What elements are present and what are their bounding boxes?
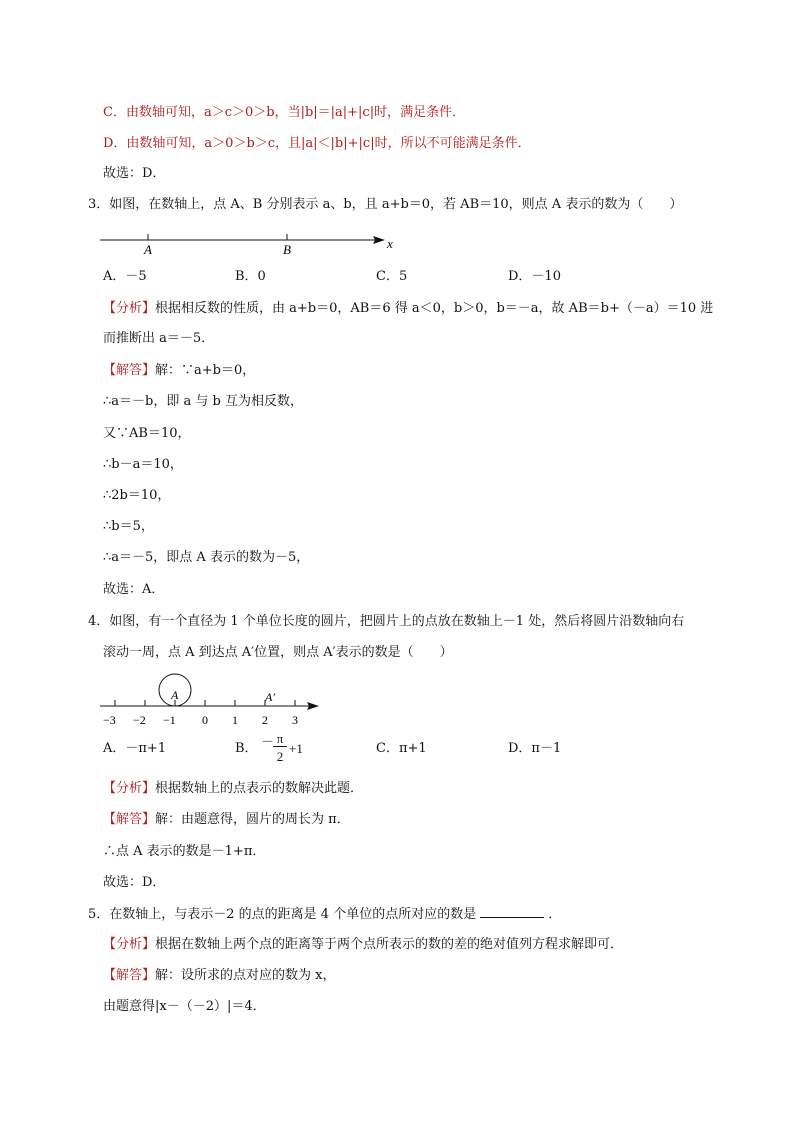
option-b-prefix: B． bbox=[235, 741, 258, 756]
q4-number-line bbox=[95, 672, 335, 732]
q4-stem-cont: 滚动一周，点 A 到达点 A′位置，则点 A′表示的数是（ ） bbox=[103, 645, 453, 660]
q4-option-a: A．－π+1 bbox=[103, 741, 167, 756]
q3-answer: 故选：A． bbox=[103, 582, 165, 597]
q3-step-4: ∴2b＝10， bbox=[103, 488, 171, 503]
option-d-explanation: D．由数轴可知，a＞0＞b＞c，且|a|＜|b|+|c|时，所以不可能满足条件． bbox=[103, 136, 531, 151]
fraction-minus: － bbox=[261, 734, 275, 749]
analysis-tag: 【分析】 bbox=[103, 937, 156, 952]
solution-tag: 【解答】 bbox=[103, 968, 156, 983]
q3-analysis-cont: 而推断出 a＝－5． bbox=[103, 331, 215, 346]
disk-point-label: A bbox=[171, 688, 179, 702]
solution-text: 解：由题意得，圆片的周长为 π． bbox=[155, 812, 350, 827]
analysis-text: 根据数轴上的点表示的数解决此题． bbox=[155, 781, 364, 796]
q3-option-c: C．5 bbox=[376, 269, 408, 284]
q4-analysis bbox=[103, 780, 363, 798]
q3-step-6: ∴a＝－5，即点 A 表示的数为－5， bbox=[103, 550, 310, 565]
tick-label: −2 bbox=[133, 713, 146, 727]
tick-label: 0 bbox=[202, 713, 208, 727]
q5-step-1: 由题意得|x－（－2）|＝4． bbox=[103, 999, 266, 1014]
q3-analysis bbox=[103, 300, 713, 318]
analysis-text: 根据相反数的性质，由 a+b＝0，AB＝6 得 a＜0，b＞0，b＝－a，故 AB＝b+（－a）＝10 进 bbox=[155, 301, 714, 316]
q4-option-c: C．π+1 bbox=[376, 741, 427, 756]
q3-option-b: B．0 bbox=[235, 269, 266, 284]
q3-step-2: 又∵AB＝10， bbox=[103, 426, 191, 441]
fraction-denominator: 2 bbox=[276, 749, 284, 764]
analysis-tag: 【分析】 bbox=[103, 781, 156, 796]
q4-answer: 故选：D． bbox=[103, 875, 166, 890]
tick-label: −1 bbox=[163, 713, 176, 727]
q3-solution bbox=[103, 362, 255, 380]
axis-x-label: x bbox=[387, 236, 393, 251]
fraction-numerator: π bbox=[273, 731, 287, 747]
q5-stem bbox=[88, 905, 561, 924]
q3-step-3: ∴b－a＝10， bbox=[103, 457, 183, 472]
q3-option-a: A．－5 bbox=[103, 269, 147, 284]
q3-step-5: ∴b＝5， bbox=[103, 519, 154, 534]
point-b-label: B bbox=[283, 242, 291, 256]
q3-step-1: ∴a＝－b，即 a 与 b 互为相反数， bbox=[103, 394, 303, 409]
q3-stem: 3．如图，在数轴上，点 A、B 分别表示 a、b，且 a+b＝0，若 AB＝10，则点 A 表示的数为（ ） bbox=[88, 197, 683, 212]
fraction-tail: +1 bbox=[289, 741, 303, 756]
analysis-text: 根据在数轴上两个点的距离等于两个点所表示的数的差的绝对值列方程求解即可． bbox=[155, 937, 624, 952]
moved-point-label: A′ bbox=[265, 690, 275, 704]
solution-text: 解：∵a+b＝0， bbox=[155, 363, 256, 378]
q4-option-d: D．π－1 bbox=[508, 741, 562, 756]
answer-blank bbox=[480, 905, 544, 918]
solution-tag: 【解答】 bbox=[103, 363, 156, 378]
solution-tag: 【解答】 bbox=[103, 812, 156, 827]
q4-option-b bbox=[235, 740, 258, 758]
point-a-label: A bbox=[144, 242, 152, 256]
analysis-tag: 【分析】 bbox=[103, 301, 156, 316]
tick-label: 3 bbox=[292, 713, 298, 727]
q5-solution bbox=[103, 967, 335, 985]
q5-stem-end: ． bbox=[548, 907, 562, 922]
tick-label: 2 bbox=[262, 713, 268, 727]
q4-solution bbox=[103, 811, 350, 829]
tick-label: −3 bbox=[103, 713, 116, 727]
q4-stem: 4．如图，有一个直径为 1 个单位长度的圆片，把圆片上的点放在数轴上－1 处，然后将圆片沿数轴向右 bbox=[88, 614, 685, 629]
q3-number-line bbox=[95, 226, 405, 256]
answer-line: 故选：D． bbox=[103, 166, 166, 181]
q5-analysis bbox=[103, 936, 623, 954]
q4-step-1: ∴点 A 表示的数是－1+π． bbox=[103, 844, 266, 859]
q3-option-d: D．－10 bbox=[508, 269, 561, 284]
q5-stem-text: 5．在数轴上，与表示－2 的点的距离是 4 个单位的点所对应的数是 bbox=[88, 907, 477, 922]
option-c-explanation: C．由数轴可知，a＞c＞0＞b，当|b|＝|a|+|c|时，满足条件． bbox=[103, 105, 466, 120]
solution-text: 解：设所求的点对应的数为 x， bbox=[155, 968, 336, 983]
tick-label: 1 bbox=[232, 713, 238, 727]
